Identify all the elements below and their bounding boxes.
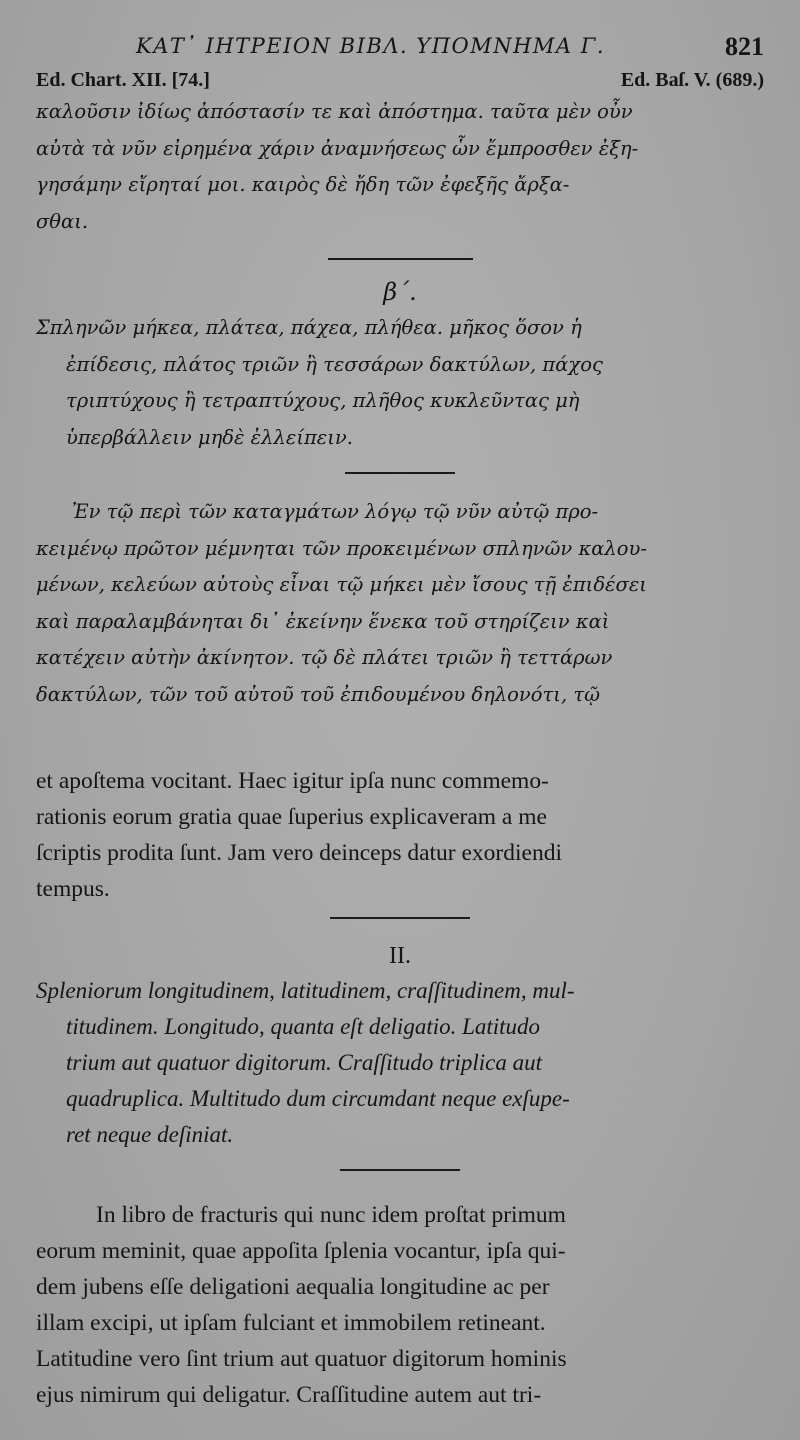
greek-commentary [36, 494, 764, 713]
text-line: κατέχειν αὐτὴν ἀκίνητον. τῷ δὲ πλάτει τριῶν ἢ τεττάρων [36, 646, 613, 669]
greek-text [36, 94, 764, 713]
greek-lemma [36, 310, 764, 456]
text-line: μένων, κελεύων αὐτοὺς εἶναι τῷ μήκει μὲν ἴσους τῇ ἐπιδέσει [36, 573, 647, 596]
text-line: τριπτύχους ἢ τετραπτύχους, πλῆθος κυκλεῦντας μὴ [66, 389, 580, 412]
latin-section-number: II. [389, 943, 411, 969]
section-divider [328, 258, 473, 260]
text-line: ejus nimirum qui deligatur. Craſſitudine autem aut tri- [36, 1382, 542, 1408]
text-line: δακτύλων, τῶν τοῦ αὐτοῦ τοῦ ἐπιδουμένου δηλονότι, τῷ [36, 682, 601, 706]
text-line: ὑπερβάλλειν μηδὲ ἐλλείπειν. [66, 425, 353, 449]
text-line: Σπληνῶν μήκεα, πλάτεα, πάχεα, πλήθεα. μῆκος ὅσον ἡ [36, 316, 582, 339]
text-line: titudinem. Longitudo, quanta eſt deligatio. Latitudo [66, 1014, 541, 1039]
text-line: eorum meminit, quae appoſita ſplenia vocantur, ipſa qui- [36, 1238, 566, 1264]
latin-intro [36, 763, 764, 907]
page-number: 821 [725, 32, 764, 61]
text-line: Latitudine vero ſint trium aut quatuor digitorum hominis [36, 1346, 567, 1372]
text-line: αὐτὰ τὰ νῦν εἰρημένα χάριν ἀναμνήσεως ὧν ἔμπροσθεν ἐξη- [36, 136, 639, 160]
running-title: ΚΑΤ᾽ ΙΗΤΡΕΙΟΝ ΒΙΒΛ. ΥΠΟΜΝΗΜΑ Γ. [136, 34, 606, 58]
text-line: κειμένῳ πρῶτον μέμνηται τῶν προκειμένων σπληνῶν καλου- [36, 536, 647, 560]
section-divider [345, 472, 455, 474]
text-line: καλοῦσιν ἰδίως ἀπόστασίν τε καὶ ἀπόστημα. ταῦτα μὲν οὖν [36, 100, 633, 123]
latin-lemma [36, 973, 764, 1153]
text-line: γησάμην εἴρηταί μοι. καιρὸς δὲ ἤδη τῶν ἐφεξῆς ἄρξα- [36, 173, 570, 196]
page-header [36, 28, 764, 64]
text-line: ret neque deſiniat. [66, 1122, 234, 1147]
text-line: quadruplica. Multitudo dum circumdant neque exſupe- [66, 1086, 570, 1111]
text-line: ἐπίδεσις, πλάτος τριῶν ἢ τεσσάρων δακτύλων, πάχος [66, 352, 603, 376]
text-line: σθαι. [36, 209, 89, 233]
text-line: Ἐν τῷ περὶ τῶν καταγμάτων λόγῳ τῷ νῦν αὐτῷ προ- [72, 500, 599, 523]
text-line: illam excipi, ut ipſam fulciant et immobilem retineant. [36, 1310, 546, 1336]
text-line: καὶ παραλαμβάνηται δι᾽ ἐκείνην ἕνεκα τοῦ στηρίζειν καὶ [36, 609, 610, 633]
text-line: ſcriptis prodita ſunt. Jam vero deinceps datur exordiendi [36, 840, 562, 866]
text-line: et apoſtema vocitant. Haec igitur ipſa nunc commemo- [36, 768, 549, 794]
section-divider [340, 1169, 460, 1171]
text-line: In libro de fracturis qui nunc idem proſtat primum [96, 1202, 566, 1228]
text-line: rationis eorum gratia quae ſuperius explicaveram a me [36, 804, 547, 830]
edition-basel: Ed. Baſ. V. (689.) [620, 69, 764, 91]
latin-commentary [36, 1197, 764, 1413]
text-line: Spleniorum longitudinem, latitudinem, craſſitudinem, mul- [36, 978, 575, 1003]
section-divider [330, 917, 470, 919]
column-gap [36, 713, 764, 763]
edition-references [36, 66, 764, 94]
text-line: trium aut quatuor digitorum. Craſſitudo triplica aut [66, 1050, 543, 1075]
edition-chartier: Ed. Chart. XII. [74.] [36, 69, 210, 91]
greek-section-number: β΄. [383, 278, 417, 306]
text-line: dem jubens eſſe deligationi aequalia longitudine ac per [36, 1274, 550, 1300]
greek-intro [36, 94, 764, 240]
text-line: tempus. [36, 876, 110, 902]
